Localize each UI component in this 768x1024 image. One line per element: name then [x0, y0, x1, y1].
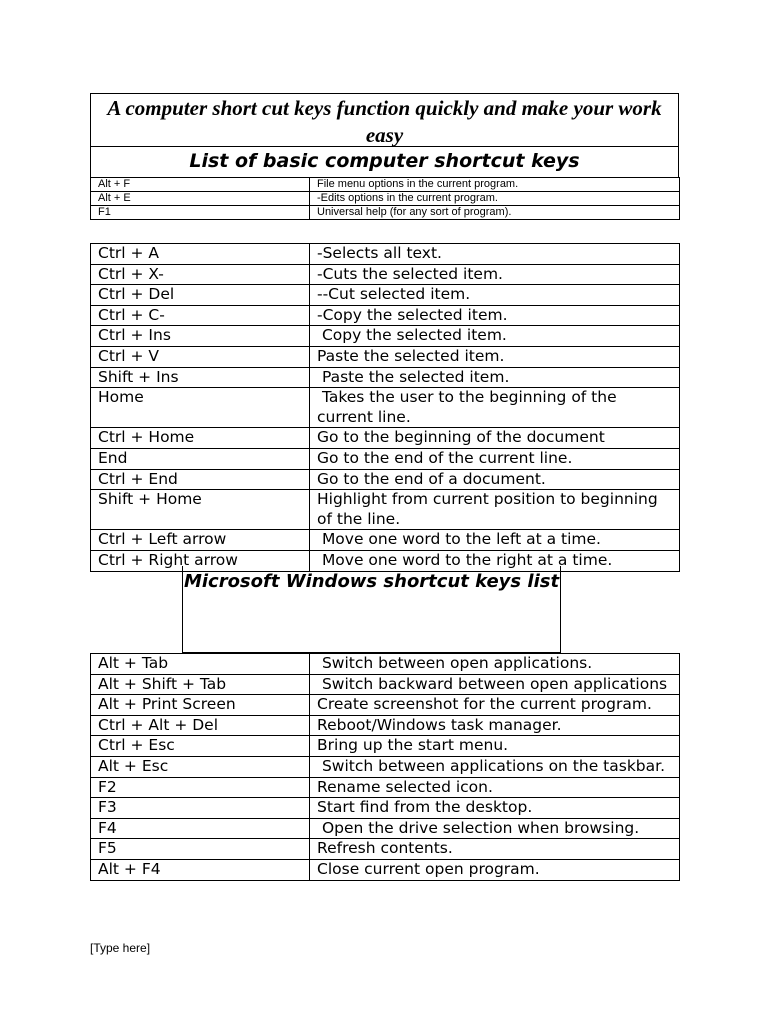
table-row — [91, 818, 680, 839]
table-row — [91, 777, 680, 798]
table-row — [91, 469, 680, 490]
shortcut-description: Open the drive selection when browsing. — [310, 818, 680, 839]
table-row — [91, 695, 680, 716]
table-row — [91, 798, 680, 819]
shortcut-key: F5 — [91, 839, 310, 860]
shortcut-key: Ctrl + Left arrow — [91, 530, 310, 551]
shortcut-description: -Edits options in the current program. — [310, 192, 680, 206]
document-title: A computer short cut keys function quickly and make your work easy — [90, 93, 679, 147]
shortcut-description: Move one word to the right at a time. — [310, 550, 680, 571]
shortcut-description: Go to the end of a document. — [310, 469, 680, 490]
shortcut-key: Ctrl + End — [91, 469, 310, 490]
shortcut-description: Close current open program. — [310, 859, 680, 880]
table-row — [91, 178, 680, 192]
shortcut-description: --Cut selected item. — [310, 285, 680, 306]
table-row — [91, 326, 680, 347]
shortcut-description: Switch between applications on the taskbar. — [310, 756, 680, 777]
table-row — [91, 859, 680, 880]
shortcut-key: Ctrl + Del — [91, 285, 310, 306]
table-row — [91, 530, 680, 551]
shortcut-description: Takes the user to the beginning of the current line. — [310, 388, 680, 428]
shortcut-key: F4 — [91, 818, 310, 839]
shortcut-description: Refresh contents. — [310, 839, 680, 860]
shortcut-key: Ctrl + V — [91, 346, 310, 367]
shortcut-key: Alt + Print Screen — [91, 695, 310, 716]
shortcut-description: Switch backward between open applications — [310, 674, 680, 695]
shortcut-description: Highlight from current position to beginning of the line. — [310, 490, 680, 530]
shortcut-key: Ctrl + Right arrow — [91, 550, 310, 571]
table-row — [91, 428, 680, 449]
table-row — [91, 715, 680, 736]
table-row — [91, 490, 680, 530]
table-row — [91, 367, 680, 388]
table-row — [91, 346, 680, 367]
windows-shortcuts-heading: Microsoft Windows shortcut keys list — [182, 566, 561, 653]
shortcut-key: F2 — [91, 777, 310, 798]
shortcut-description: Switch between open applications. — [310, 654, 680, 675]
shortcut-key: Alt + Esc — [91, 756, 310, 777]
shortcut-key: Alt + F4 — [91, 859, 310, 880]
basic-shortcuts-table — [90, 243, 680, 572]
basic-shortcuts-small-table — [90, 177, 680, 220]
shortcut-key: Alt + Shift + Tab — [91, 674, 310, 695]
footer-placeholder[interactable]: [Type here] — [90, 941, 151, 955]
shortcut-description: Go to the beginning of the document — [310, 428, 680, 449]
shortcut-description: Create screenshot for the current program. — [310, 695, 680, 716]
table-row — [91, 388, 680, 428]
shortcut-description: -Copy the selected item. — [310, 305, 680, 326]
shortcut-description: Paste the selected item. — [310, 367, 680, 388]
shortcut-description: Paste the selected item. — [310, 346, 680, 367]
table-row — [91, 244, 680, 265]
shortcut-key: F1 — [91, 206, 310, 220]
shortcut-key: Shift + Home — [91, 490, 310, 530]
shortcut-description: Bring up the start menu. — [310, 736, 680, 757]
table-row — [91, 285, 680, 306]
shortcut-description: -Cuts the selected item. — [310, 264, 680, 285]
shortcut-key: Alt + Tab — [91, 654, 310, 675]
shortcut-description: Go to the end of the current line. — [310, 448, 680, 469]
table-row — [91, 448, 680, 469]
shortcut-description: Copy the selected item. — [310, 326, 680, 347]
shortcut-key: Alt + E — [91, 192, 310, 206]
shortcut-key: Ctrl + Home — [91, 428, 310, 449]
shortcut-key: Ctrl + Esc — [91, 736, 310, 757]
shortcut-key: Alt + F — [91, 178, 310, 192]
table-row — [91, 736, 680, 757]
shortcut-key: Shift + Ins — [91, 367, 310, 388]
shortcut-description: Reboot/Windows task manager. — [310, 715, 680, 736]
basic-shortcuts-heading: List of basic computer shortcut keys — [90, 146, 679, 178]
shortcut-key: Ctrl + Alt + Del — [91, 715, 310, 736]
shortcut-description: Rename selected icon. — [310, 777, 680, 798]
table-row — [91, 192, 680, 206]
shortcut-key: Ctrl + X- — [91, 264, 310, 285]
shortcut-key: End — [91, 448, 310, 469]
shortcut-description: Universal help (for any sort of program). — [310, 206, 680, 220]
shortcut-key: F3 — [91, 798, 310, 819]
table-row — [91, 305, 680, 326]
shortcut-key: Ctrl + Ins — [91, 326, 310, 347]
shortcut-description: -Selects all text. — [310, 244, 680, 265]
table-row — [91, 839, 680, 860]
shortcut-description: File menu options in the current program. — [310, 178, 680, 192]
table-row — [91, 756, 680, 777]
shortcut-key: Ctrl + C- — [91, 305, 310, 326]
table-row — [91, 206, 680, 220]
shortcut-key: Home — [91, 388, 310, 428]
table-row — [91, 264, 680, 285]
windows-shortcuts-table — [90, 653, 680, 881]
table-row — [91, 654, 680, 675]
shortcut-description: Start find from the desktop. — [310, 798, 680, 819]
table-row — [91, 674, 680, 695]
shortcut-key: Ctrl + A — [91, 244, 310, 265]
shortcut-description: Move one word to the left at a time. — [310, 530, 680, 551]
